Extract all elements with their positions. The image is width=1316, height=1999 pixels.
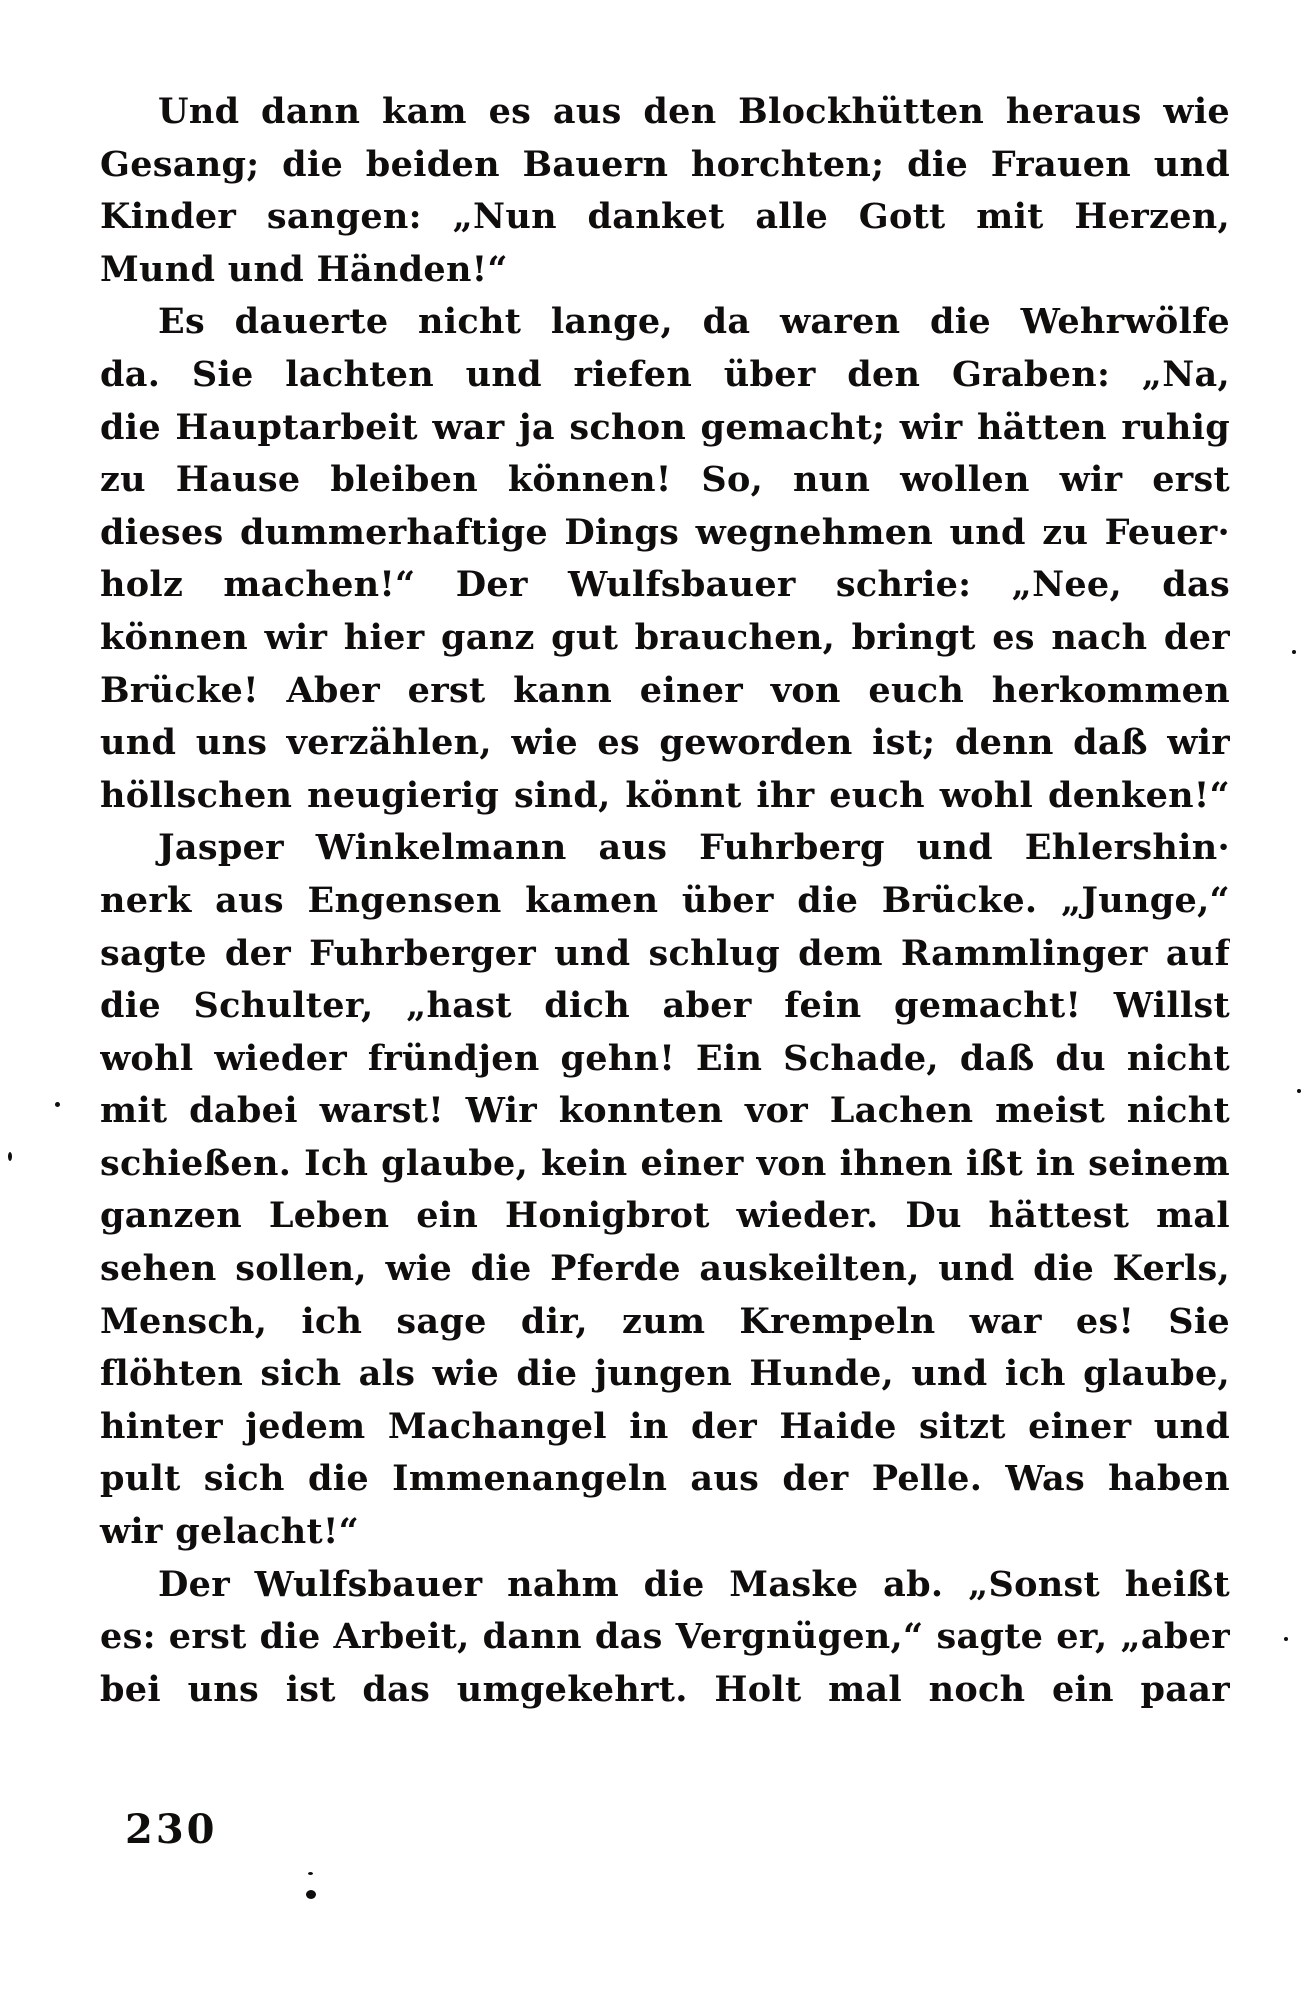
text-line: holz machen!“ Der Wulfsbauer schrie: „Nee, das <box>100 564 1230 606</box>
ink-speck <box>1292 650 1296 654</box>
ink-speck <box>8 1152 12 1161</box>
text-line: wir gelacht!“ <box>100 1511 360 1553</box>
text-line: Und dann kam es aus den Blockhütten heraus wie <box>158 91 1230 132</box>
text-line: Jasper Winkelmann aus Fuhrberg und Ehlershin· <box>158 827 1230 869</box>
text-line: zu Hause bleiben können! So, nun wollen wir erst <box>100 459 1230 501</box>
text-line: mit dabei warst! Wir konnten vor Lachen meist nicht <box>100 1090 1230 1132</box>
text-line: nerk aus Engensen kamen über die Brücke. „Junge,“ <box>100 879 1230 921</box>
text-line: höllschen neugierig sind, könnt ihr euch wohl denken!“ <box>100 774 1230 816</box>
text-line: dieses dummerhaftige Dings wegnehmen und zu Feuer· <box>100 511 1230 553</box>
text-line: schießen. Ich glaube, kein einer von ihnen ißt in seinem <box>100 1142 1230 1184</box>
page-number: 230 <box>125 1806 218 1853</box>
text-line: und uns verzählen, wie es geworden ist; denn daß wir <box>100 722 1230 764</box>
text-line: bei uns ist das umgekehrt. Holt mal noch ein paar <box>100 1668 1230 1710</box>
text-line: Mund und Händen!“ <box>100 248 508 290</box>
ink-speck <box>1284 1637 1288 1641</box>
text-line: Kinder sangen: „Nun danket alle Gott mit Herzen, <box>100 196 1230 238</box>
ink-speck <box>308 1872 313 1875</box>
text-line: Mensch, ich sage dir, zum Krempeln war es! Sie <box>100 1300 1230 1342</box>
text-block <box>100 86 1230 1716</box>
text-line: ganzen Leben ein Honigbrot wieder. Du hättest mal <box>100 1195 1230 1237</box>
text-line: hinter jedem Machangel in der Haide sitzt einer und <box>100 1405 1230 1447</box>
text-line: Gesang; die beiden Bauern horchten; die Frauen und <box>100 143 1230 185</box>
text-line: da. Sie lachten und riefen über den Graben: „Na, <box>100 353 1230 395</box>
text-line: Brücke! Aber erst kann einer von euch herkommen <box>100 669 1230 711</box>
text-line: die Hauptarbeit war ja schon gemacht; wir hätten ruhig <box>100 406 1230 448</box>
text-line: flöhten sich als wie die jungen Hunde, und ich glaube, <box>100 1353 1230 1395</box>
text-line: pult sich die Immenangeln aus der Pelle. Was haben <box>100 1458 1230 1500</box>
ink-speck <box>1297 1089 1301 1093</box>
text-line: wohl wieder fründjen gehn! Ein Schade, daß du nicht <box>100 1037 1230 1079</box>
text-line: können wir hier ganz gut brauchen, bringt es nach der <box>100 616 1230 658</box>
ink-speck <box>55 1102 60 1107</box>
text-line: Es dauerte nicht lange, da waren die Wehrwölfe <box>158 301 1230 343</box>
ink-speck <box>306 1890 316 1899</box>
text-line: sagte der Fuhrberger und schlug dem Rammlinger auf <box>100 932 1230 974</box>
text-line: sehen sollen, wie die Pferde auskeilten, und die Kerls, <box>100 1248 1230 1290</box>
text-line: Der Wulfsbauer nahm die Maske ab. „Sonst heißt <box>158 1563 1230 1605</box>
text-line: die Schulter, „hast dich aber fein gemacht! Willst <box>100 985 1230 1027</box>
text-line: es: erst die Arbeit, dann das Vergnügen,“ sagte er, „aber <box>100 1616 1230 1658</box>
